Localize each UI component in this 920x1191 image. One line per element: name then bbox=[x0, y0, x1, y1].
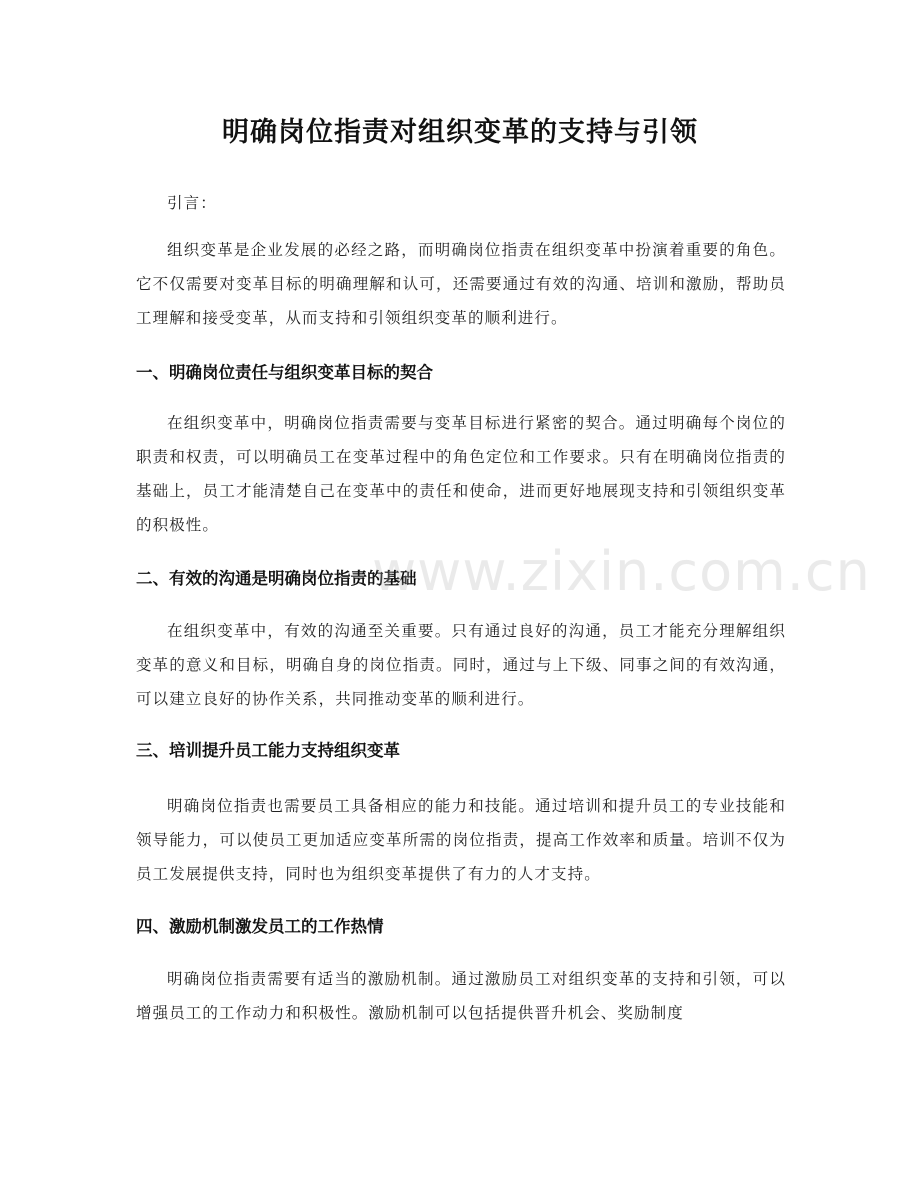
section-1-heading: 一、明确岗位责任与组织变革目标的契合 bbox=[136, 363, 433, 382]
section-4-paragraph: 明确岗位指责需要有适当的激励机制。通过激励员工对组织变革的支持和引领，可以增强员工的工作动力和积极性。激励机制可以包括提供晋升机会、奖励制度 bbox=[136, 970, 786, 1022]
document-title: 明确岗位指责对组织变革的支持与引领 bbox=[222, 117, 698, 148]
intro-label: 引言： bbox=[167, 194, 217, 212]
section-3-heading: 三、培训提升员工能力支持组织变革 bbox=[136, 741, 400, 760]
section-4-heading: 四、激励机制激发员工的工作热情 bbox=[136, 917, 384, 936]
section-1-paragraph: 在组织变革中，明确岗位指责需要与变革目标进行紧密的契合。通过明确每个岗位的职责和权责，可以明确员工在变革过程中的角色定位和工作要求。只有在明确岗位指责的基础上，员工才能清楚自己在变革中的责任和使命，进而更好地展现支持和引领组织变革的积极性。 bbox=[136, 414, 786, 534]
section-3-paragraph: 明确岗位指责也需要员工具备相应的能力和技能。通过培训和提升员工的专业技能和领导能力，可以使员工更加适应变革所需的岗位指责，提高工作效率和质量。培训不仅为员工发展提供支持，同时也为组织变革提供了有力的人才支持。 bbox=[136, 797, 786, 883]
section-2-heading: 二、有效的沟通是明确岗位指责的基础 bbox=[136, 569, 417, 588]
intro-paragraph: 组织变革是企业发展的必经之路，而明确岗位指责在组织变革中扮演着重要的角色。它不仅需要对变革目标的明确理解和认可，还需要通过有效的沟通、培训和激励，帮助员工理解和接受变革，从而支持和引领组织变革的顺利进行。 bbox=[136, 241, 786, 327]
section-2-paragraph: 在组织变革中，有效的沟通至关重要。只有通过良好的沟通，员工才能充分理解组织变革的意义和目标，明确自身的岗位指责。同时，通过与上下级、同事之间的有效沟通，可以建立良好的协作关系，共同推动变革的顺利进行。 bbox=[136, 622, 786, 708]
watermark-text: www.zixin.com.cn bbox=[372, 540, 871, 603]
